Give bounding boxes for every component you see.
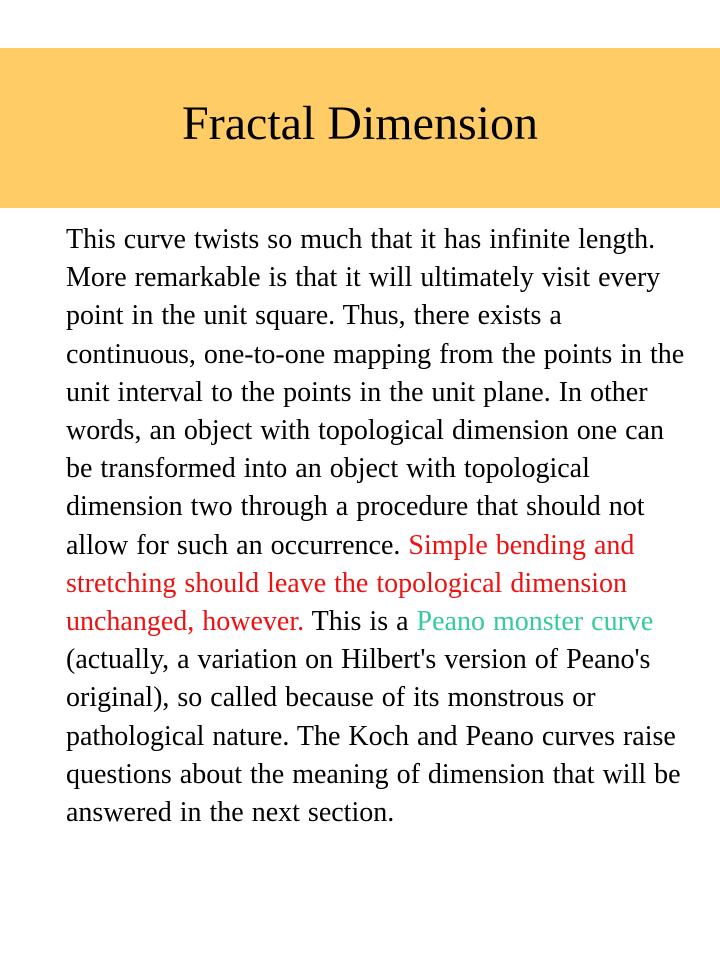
slide-title: Fractal Dimension: [182, 97, 538, 150]
highlight-sentence: Simple bending and stretching should leave the topological dimension unchanged, however.: [66, 529, 635, 638]
body-paragraph-1: This curve twists so much that it has infinite length. More remarkable is that it will ultimately visit every point in the unit square. Thus, there exists a continuous, one-to-one mapping from the points in the unit interval to the points in the unit plane. In other words, an object with topological dimension one can be transformed into an object with topological dimension two through a procedure that should not allow for such an occurrence.: [66, 224, 685, 561]
body-paragraph-2-end: (actually, a variation on Hilbert's version of Peano's original), so called because of its monstrous or pathological nature. The Koch and Peano curves raise questions about the meaning of dimension that will be answered in the next section.: [66, 644, 681, 829]
peano-term: Peano monster curve: [416, 606, 654, 638]
title-band: [0, 48, 720, 208]
body-text: [66, 221, 694, 832]
body-paragraph-2-start: This is a: [311, 606, 409, 638]
